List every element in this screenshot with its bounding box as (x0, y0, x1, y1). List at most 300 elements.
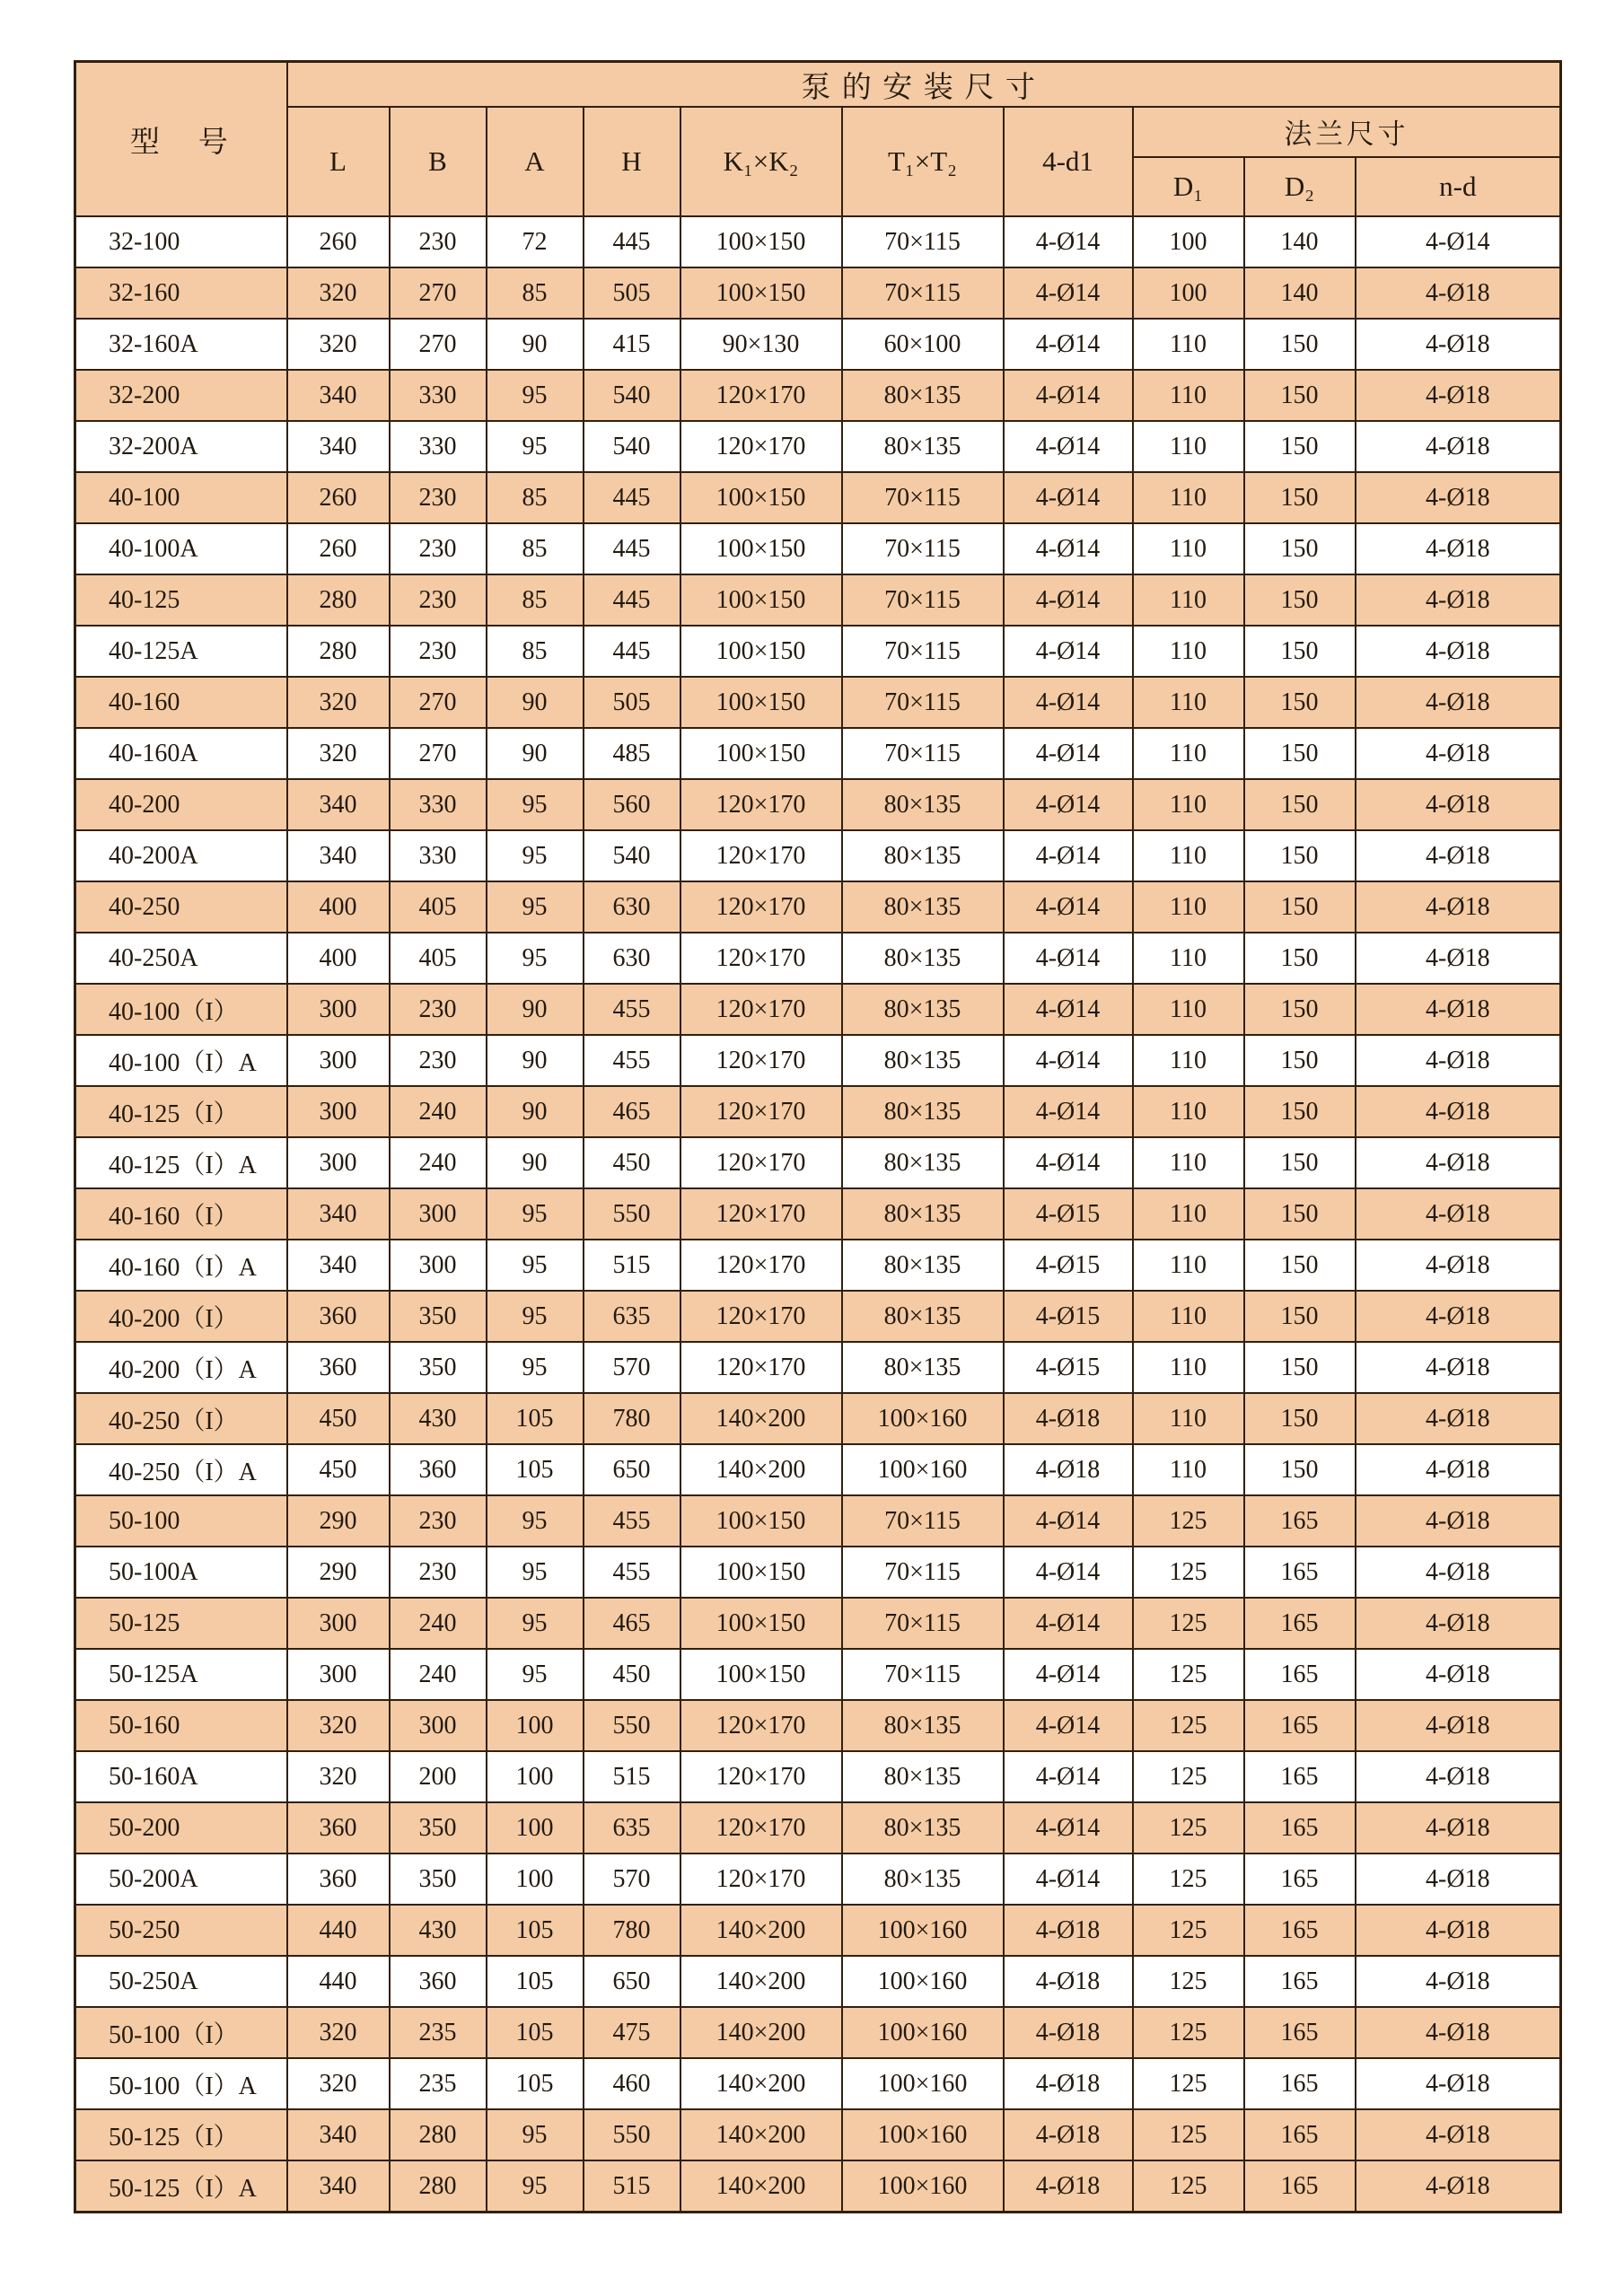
value-cell: 4-Ø18 (1356, 1342, 1561, 1393)
value-cell: 570 (584, 1342, 680, 1393)
value-cell: 350 (390, 1291, 487, 1342)
value-cell: 150 (1244, 677, 1356, 728)
value-cell: 100×150 (680, 626, 842, 677)
value-cell: 110 (1133, 933, 1244, 984)
model-cell: 32-100 (75, 216, 287, 267)
value-cell: 80×135 (842, 1035, 1004, 1086)
value-cell: 60×100 (842, 319, 1004, 370)
value-cell: 165 (1244, 1905, 1356, 1956)
value-cell: 120×170 (680, 1802, 842, 1853)
header-col-D2: D₂ (1244, 157, 1356, 216)
value-cell: 125 (1133, 1956, 1244, 2007)
value-cell: 4-Ø14 (1004, 1137, 1133, 1188)
value-cell: 95 (487, 1598, 584, 1649)
table-row (75, 1393, 1561, 1444)
value-cell: 550 (584, 2109, 680, 2160)
pump-dimensions-table-wrap (74, 60, 1559, 2213)
value-cell: 80×135 (842, 779, 1004, 830)
value-cell: 4-Ø18 (1356, 574, 1561, 626)
value-cell: 320 (287, 677, 390, 728)
value-cell: 100×150 (680, 267, 842, 319)
value-cell: 100×160 (842, 2160, 1004, 2213)
value-cell: 485 (584, 728, 680, 779)
value-cell: 70×115 (842, 1649, 1004, 1700)
value-cell: 550 (584, 1700, 680, 1751)
value-cell: 120×170 (680, 779, 842, 830)
model-cell: 50-125A (75, 1649, 287, 1700)
value-cell: 100 (487, 1700, 584, 1751)
value-cell: 4-Ø18 (1356, 2007, 1561, 2058)
value-cell: 4-Ø18 (1356, 1802, 1561, 1853)
value-cell: 100×160 (842, 1444, 1004, 1495)
value-cell: 455 (584, 984, 680, 1035)
value-cell: 445 (584, 523, 680, 574)
value-cell: 150 (1244, 1393, 1356, 1444)
header-col-H: H (584, 107, 680, 216)
value-cell: 4-Ø14 (1004, 216, 1133, 267)
value-cell: 80×135 (842, 370, 1004, 421)
table-row (75, 1291, 1561, 1342)
value-cell: 95 (487, 421, 584, 472)
model-cell: 50-100 (75, 1495, 287, 1547)
value-cell: 450 (584, 1649, 680, 1700)
value-cell: 105 (487, 1905, 584, 1956)
value-cell: 95 (487, 1240, 584, 1291)
header-col-T1xT2: T₁×T₂ (842, 107, 1004, 216)
value-cell: 4-Ø14 (1004, 574, 1133, 626)
value-cell: 4-Ø14 (1004, 523, 1133, 574)
value-cell: 80×135 (842, 1291, 1004, 1342)
value-cell: 4-Ø18 (1356, 523, 1561, 574)
value-cell: 4-Ø18 (1356, 472, 1561, 523)
value-cell: 140×200 (680, 1956, 842, 2007)
model-cell: 50-100A (75, 1547, 287, 1598)
value-cell: 150 (1244, 728, 1356, 779)
value-cell: 70×115 (842, 216, 1004, 267)
value-cell: 445 (584, 626, 680, 677)
value-cell: 95 (487, 1291, 584, 1342)
value-cell: 445 (584, 574, 680, 626)
value-cell: 4-Ø14 (1004, 728, 1133, 779)
model-cell: 50-100（I） (75, 2007, 287, 2058)
value-cell: 100×150 (680, 523, 842, 574)
value-cell: 4-Ø18 (1356, 830, 1561, 881)
model-cell: 40-160（I） (75, 1188, 287, 1240)
value-cell: 80×135 (842, 830, 1004, 881)
value-cell: 360 (287, 1802, 390, 1853)
table-row (75, 216, 1561, 267)
value-cell: 95 (487, 1342, 584, 1393)
value-cell: 4-Ø14 (1004, 370, 1133, 421)
value-cell: 150 (1244, 1086, 1356, 1137)
model-cell: 40-250（I） (75, 1393, 287, 1444)
table-row (75, 881, 1561, 933)
value-cell: 4-Ø14 (1004, 472, 1133, 523)
value-cell: 120×170 (680, 1137, 842, 1188)
value-cell: 125 (1133, 2007, 1244, 2058)
table-row (75, 1547, 1561, 1598)
value-cell: 150 (1244, 933, 1356, 984)
value-cell: 110 (1133, 1444, 1244, 1495)
value-cell: 200 (390, 1751, 487, 1802)
value-cell: 95 (487, 370, 584, 421)
model-cell: 32-200A (75, 421, 287, 472)
value-cell: 95 (487, 2160, 584, 2213)
value-cell: 100 (487, 1853, 584, 1905)
value-cell: 90 (487, 1035, 584, 1086)
value-cell: 330 (390, 370, 487, 421)
model-cell: 40-250（I）A (75, 1444, 287, 1495)
table-row (75, 2109, 1561, 2160)
value-cell: 360 (390, 1956, 487, 2007)
value-cell: 4-Ø18 (1356, 1649, 1561, 1700)
value-cell: 4-Ø18 (1356, 984, 1561, 1035)
value-cell: 120×170 (680, 830, 842, 881)
value-cell: 4-Ø18 (1356, 1956, 1561, 2007)
header-row-2 (75, 107, 1561, 157)
value-cell: 100×150 (680, 472, 842, 523)
model-cell: 40-160（I）A (75, 1240, 287, 1291)
value-cell: 230 (390, 523, 487, 574)
value-cell: 70×115 (842, 267, 1004, 319)
value-cell: 110 (1133, 1342, 1244, 1393)
value-cell: 405 (390, 881, 487, 933)
model-cell: 50-200A (75, 1853, 287, 1905)
model-cell: 50-200 (75, 1802, 287, 1853)
model-cell: 50-125（I）A (75, 2160, 287, 2213)
value-cell: 80×135 (842, 1188, 1004, 1240)
value-cell: 4-Ø18 (1356, 1598, 1561, 1649)
value-cell: 100×160 (842, 1905, 1004, 1956)
value-cell: 4-Ø14 (1004, 677, 1133, 728)
table-body (75, 216, 1561, 2213)
value-cell: 100×150 (680, 1547, 842, 1598)
value-cell: 450 (584, 1137, 680, 1188)
value-cell: 4-Ø18 (1004, 1956, 1133, 2007)
value-cell: 150 (1244, 319, 1356, 370)
value-cell: 125 (1133, 1547, 1244, 1598)
value-cell: 570 (584, 1853, 680, 1905)
value-cell: 140×200 (680, 1905, 842, 1956)
header-row-1 (75, 62, 1561, 108)
value-cell: 100×150 (680, 1598, 842, 1649)
value-cell: 4-Ø18 (1356, 421, 1561, 472)
value-cell: 230 (390, 574, 487, 626)
value-cell: 4-Ø14 (1004, 1649, 1133, 1700)
model-cell: 40-160A (75, 728, 287, 779)
value-cell: 450 (287, 1393, 390, 1444)
value-cell: 120×170 (680, 370, 842, 421)
value-cell: 455 (584, 1035, 680, 1086)
value-cell: 475 (584, 2007, 680, 2058)
value-cell: 240 (390, 1137, 487, 1188)
value-cell: 4-Ø18 (1356, 626, 1561, 677)
value-cell: 110 (1133, 319, 1244, 370)
value-cell: 4-Ø18 (1356, 2058, 1561, 2109)
value-cell: 110 (1133, 830, 1244, 881)
value-cell: 4-Ø18 (1356, 1853, 1561, 1905)
value-cell: 240 (390, 1086, 487, 1137)
table-row (75, 728, 1561, 779)
value-cell: 4-Ø14 (1004, 881, 1133, 933)
value-cell: 100×160 (842, 2109, 1004, 2160)
value-cell: 165 (1244, 1598, 1356, 1649)
value-cell: 165 (1244, 1495, 1356, 1547)
value-cell: 320 (287, 319, 390, 370)
value-cell: 150 (1244, 472, 1356, 523)
value-cell: 550 (584, 1188, 680, 1240)
value-cell: 4-Ø18 (1356, 728, 1561, 779)
value-cell: 90×130 (680, 319, 842, 370)
value-cell: 100×150 (680, 1495, 842, 1547)
value-cell: 110 (1133, 881, 1244, 933)
value-cell: 450 (287, 1444, 390, 1495)
value-cell: 4-Ø15 (1004, 1291, 1133, 1342)
value-cell: 455 (584, 1547, 680, 1598)
value-cell: 560 (584, 779, 680, 830)
value-cell: 270 (390, 728, 487, 779)
value-cell: 4-Ø14 (1004, 1700, 1133, 1751)
value-cell: 125 (1133, 1853, 1244, 1905)
value-cell: 4-Ø18 (1356, 2109, 1561, 2160)
value-cell: 260 (287, 472, 390, 523)
table-row (75, 1649, 1561, 1700)
value-cell: 4-Ø18 (1356, 677, 1561, 728)
value-cell: 300 (287, 1649, 390, 1700)
value-cell: 650 (584, 1956, 680, 2007)
value-cell: 110 (1133, 472, 1244, 523)
value-cell: 110 (1133, 1291, 1244, 1342)
value-cell: 230 (390, 984, 487, 1035)
model-cell: 40-100（I）A (75, 1035, 287, 1086)
value-cell: 95 (487, 830, 584, 881)
header-install-dimensions: 泵的安装尺寸 (287, 62, 1561, 108)
model-cell: 40-200（I）A (75, 1342, 287, 1393)
value-cell: 90 (487, 1086, 584, 1137)
value-cell: 165 (1244, 2058, 1356, 2109)
value-cell: 280 (287, 626, 390, 677)
model-cell: 40-125（I） (75, 1086, 287, 1137)
value-cell: 300 (390, 1188, 487, 1240)
value-cell: 230 (390, 626, 487, 677)
value-cell: 85 (487, 267, 584, 319)
table-row (75, 1495, 1561, 1547)
value-cell: 4-Ø14 (1004, 626, 1133, 677)
header-col-K1xK2: K₁×K₂ (680, 107, 842, 216)
value-cell: 125 (1133, 1905, 1244, 1956)
table-row (75, 523, 1561, 574)
value-cell: 80×135 (842, 881, 1004, 933)
value-cell: 120×170 (680, 421, 842, 472)
value-cell: 270 (390, 267, 487, 319)
header-col-n-d: n-d (1356, 157, 1561, 216)
value-cell: 95 (487, 1547, 584, 1598)
value-cell: 150 (1244, 574, 1356, 626)
value-cell: 240 (390, 1649, 487, 1700)
value-cell: 110 (1133, 421, 1244, 472)
value-cell: 100×160 (842, 2058, 1004, 2109)
value-cell: 140×200 (680, 1444, 842, 1495)
value-cell: 80×135 (842, 421, 1004, 472)
value-cell: 290 (287, 1495, 390, 1547)
table-row (75, 1598, 1561, 1649)
value-cell: 70×115 (842, 1598, 1004, 1649)
value-cell: 320 (287, 1700, 390, 1751)
value-cell: 330 (390, 830, 487, 881)
value-cell: 515 (584, 1751, 680, 1802)
value-cell: 140×200 (680, 2160, 842, 2213)
table-row (75, 830, 1561, 881)
value-cell: 90 (487, 677, 584, 728)
value-cell: 4-Ø14 (1004, 267, 1133, 319)
table-row (75, 1188, 1561, 1240)
value-cell: 350 (390, 1802, 487, 1853)
value-cell: 110 (1133, 574, 1244, 626)
value-cell: 80×135 (842, 1086, 1004, 1137)
value-cell: 150 (1244, 1240, 1356, 1291)
value-cell: 120×170 (680, 1853, 842, 1905)
value-cell: 4-Ø18 (1356, 779, 1561, 830)
value-cell: 635 (584, 1291, 680, 1342)
value-cell: 780 (584, 1905, 680, 1956)
value-cell: 540 (584, 370, 680, 421)
value-cell: 70×115 (842, 472, 1004, 523)
model-cell: 40-100 (75, 472, 287, 523)
value-cell: 4-Ø18 (1004, 2109, 1133, 2160)
value-cell: 70×115 (842, 574, 1004, 626)
value-cell: 150 (1244, 1188, 1356, 1240)
value-cell: 505 (584, 267, 680, 319)
value-cell: 120×170 (680, 1342, 842, 1393)
value-cell: 4-Ø18 (1356, 1495, 1561, 1547)
table-row (75, 1035, 1561, 1086)
model-cell: 40-200A (75, 830, 287, 881)
value-cell: 90 (487, 728, 584, 779)
header-col-A: A (487, 107, 584, 216)
value-cell: 4-Ø14 (1004, 779, 1133, 830)
value-cell: 125 (1133, 1495, 1244, 1547)
value-cell: 4-Ø14 (1004, 1751, 1133, 1802)
model-cell: 50-100（I）A (75, 2058, 287, 2109)
value-cell: 150 (1244, 830, 1356, 881)
value-cell: 290 (287, 1547, 390, 1598)
table-row (75, 1137, 1561, 1188)
value-cell: 140×200 (680, 2109, 842, 2160)
header-col-L: L (287, 107, 390, 216)
value-cell: 300 (287, 1086, 390, 1137)
table-header (75, 62, 1561, 217)
table-row (75, 370, 1561, 421)
value-cell: 85 (487, 626, 584, 677)
value-cell: 70×115 (842, 626, 1004, 677)
model-cell: 40-100A (75, 523, 287, 574)
value-cell: 120×170 (680, 1188, 842, 1240)
value-cell: 100×160 (842, 1956, 1004, 2007)
value-cell: 150 (1244, 421, 1356, 472)
value-cell: 140×200 (680, 1393, 842, 1444)
value-cell: 320 (287, 1751, 390, 1802)
value-cell: 4-Ø18 (1356, 319, 1561, 370)
value-cell: 505 (584, 677, 680, 728)
value-cell: 4-Ø14 (1004, 984, 1133, 1035)
value-cell: 4-Ø18 (1356, 1188, 1561, 1240)
value-cell: 165 (1244, 1802, 1356, 1853)
value-cell: 105 (487, 2007, 584, 2058)
value-cell: 465 (584, 1086, 680, 1137)
value-cell: 630 (584, 881, 680, 933)
value-cell: 150 (1244, 1291, 1356, 1342)
value-cell: 110 (1133, 1188, 1244, 1240)
value-cell: 400 (287, 933, 390, 984)
value-cell: 70×115 (842, 1495, 1004, 1547)
value-cell: 540 (584, 830, 680, 881)
value-cell: 650 (584, 1444, 680, 1495)
value-cell: 120×170 (680, 1291, 842, 1342)
table-row (75, 984, 1561, 1035)
value-cell: 105 (487, 1444, 584, 1495)
value-cell: 140×200 (680, 2058, 842, 2109)
model-cell: 40-200（I） (75, 1291, 287, 1342)
value-cell: 4-Ø18 (1356, 2160, 1561, 2213)
value-cell: 165 (1244, 1956, 1356, 2007)
value-cell: 165 (1244, 1649, 1356, 1700)
value-cell: 80×135 (842, 1853, 1004, 1905)
table-row (75, 319, 1561, 370)
value-cell: 150 (1244, 1035, 1356, 1086)
value-cell: 80×135 (842, 984, 1004, 1035)
model-cell: 40-250A (75, 933, 287, 984)
value-cell: 100×160 (842, 2007, 1004, 2058)
model-cell: 50-250A (75, 1956, 287, 2007)
value-cell: 100×150 (680, 216, 842, 267)
value-cell: 465 (584, 1598, 680, 1649)
value-cell: 4-Ø18 (1356, 1240, 1561, 1291)
value-cell: 4-Ø14 (1004, 1802, 1133, 1853)
value-cell: 320 (287, 267, 390, 319)
table-row (75, 779, 1561, 830)
value-cell: 125 (1133, 1751, 1244, 1802)
table-row (75, 1444, 1561, 1495)
table-row (75, 933, 1561, 984)
value-cell: 340 (287, 1188, 390, 1240)
value-cell: 120×170 (680, 1751, 842, 1802)
model-cell: 50-125（I） (75, 2109, 287, 2160)
value-cell: 70×115 (842, 1547, 1004, 1598)
table-row (75, 1240, 1561, 1291)
value-cell: 260 (287, 216, 390, 267)
value-cell: 100 (1133, 267, 1244, 319)
value-cell: 455 (584, 1495, 680, 1547)
value-cell: 125 (1133, 1598, 1244, 1649)
value-cell: 320 (287, 2058, 390, 2109)
value-cell: 4-Ø14 (1004, 1853, 1133, 1905)
table-row (75, 677, 1561, 728)
value-cell: 280 (390, 2109, 487, 2160)
value-cell: 100×150 (680, 728, 842, 779)
model-cell: 32-160A (75, 319, 287, 370)
value-cell: 340 (287, 2160, 390, 2213)
value-cell: 4-Ø18 (1356, 881, 1561, 933)
value-cell: 440 (287, 1956, 390, 2007)
value-cell: 165 (1244, 2160, 1356, 2213)
table-row (75, 267, 1561, 319)
value-cell: 360 (287, 1853, 390, 1905)
value-cell: 4-Ø14 (1004, 933, 1133, 984)
table-row (75, 472, 1561, 523)
value-cell: 300 (287, 984, 390, 1035)
value-cell: 4-Ø18 (1356, 1444, 1561, 1495)
model-cell: 50-125 (75, 1598, 287, 1649)
